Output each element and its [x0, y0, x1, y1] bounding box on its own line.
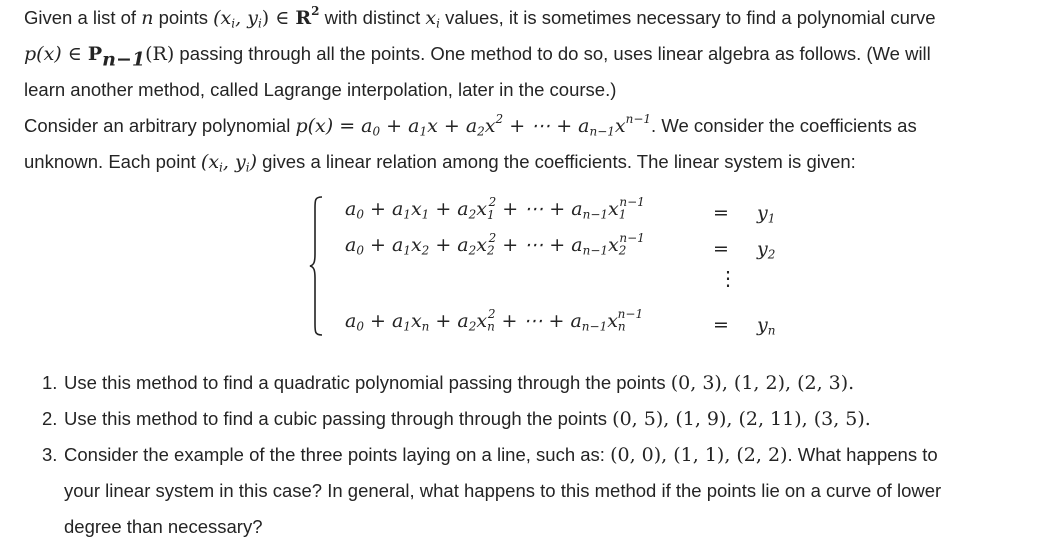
question-1 — [42, 365, 854, 401]
math-points: (0, 3), (1, 2), (2, 3). — [670, 372, 855, 394]
question-3-line3: degree than necessary? — [64, 516, 263, 537]
text: Use this method to find a cubic passing through through the points — [64, 408, 613, 429]
left-brace — [309, 196, 323, 336]
text: gives a linear relation among the coefficients. The linear system is given: — [256, 151, 856, 172]
equation-row-n: $a_0 + a_1x_n + a_2x_n^2$ + ⋯ + $a_{n-1}x_n^{n-1}$ — [345, 307, 644, 334]
math-points: (0, 0), (1, 1), (2, 2) — [610, 444, 788, 466]
equation-row-2: $a_0 + a_1x_2 + a_2x_2^2$ + ⋯ + $a_{n-1}x_2^{n-1}$ — [345, 231, 645, 258]
question-3-line2: your linear system in this case? In general, what happens to this method if the points lie on a curve of lower — [64, 480, 942, 501]
rhs-yn: $y_n$ — [757, 314, 776, 338]
paragraph2-line2 — [24, 144, 856, 180]
math-polynomial: $p(x) = a_0 + a_1x + a_2x^2$ + ⋯ + $a_{n-1}x^{n-1}$ — [295, 112, 652, 139]
math-point: ($x_i$, $y_i$) — [200, 151, 257, 175]
text: Consider the example of the three points laying on a line, such as: — [64, 444, 611, 465]
paragraph1-line1 — [24, 0, 936, 36]
text: unknown. Each point — [24, 151, 201, 172]
equals-sign: = — [713, 314, 729, 336]
equation-row-1: $a_0 + a_1x_1 + a_2x_1^2$ + ⋯ + $a_{n-1}x_1^{n-1}$ — [345, 195, 645, 222]
linear-system — [309, 192, 789, 344]
paragraph2-line1 — [24, 108, 917, 144]
question-3 — [42, 437, 938, 473]
text: points — [153, 7, 214, 28]
math-point: ($x_i$, $y_i$ — [213, 7, 262, 31]
list-number: 3. — [42, 444, 58, 465]
list-number: 2. — [42, 408, 58, 429]
text: Use this method to find a quadratic polynomial passing through the points — [64, 372, 671, 393]
text: . What happens to — [787, 444, 938, 465]
text: with distinct — [319, 7, 426, 28]
text: Given a list of — [24, 7, 142, 28]
vertical-dots: ⋮ — [718, 266, 738, 290]
math-R2: $R^2$ — [295, 4, 320, 29]
math-points: (0, 5), (1, 9), (2, 11), (3, 5). — [612, 408, 871, 430]
paragraph1-line3: learn another method, called Lagrange interpolation, later in the course.) — [24, 79, 617, 100]
text: Consider an arbitrary polynomial — [24, 115, 296, 136]
text: passing through all the points. One method to do so, uses linear algebra as follows. (We will — [174, 43, 931, 64]
math-R: (R) — [145, 43, 175, 65]
question-2 — [42, 401, 871, 437]
math-P: $P_{n-1}$ — [87, 43, 146, 71]
paragraph1-line2 — [24, 36, 931, 72]
rhs-y2: $y_2$ — [757, 238, 776, 262]
list-number: 1. — [42, 372, 58, 393]
text: values, it is sometimes necessary to find a polynomial curve — [439, 7, 936, 28]
equals-sign: = — [713, 238, 729, 260]
math-p-in: p(x) ∈ — [24, 43, 88, 65]
rhs-y1: $y_1$ — [757, 202, 776, 226]
text: . We consider the coefficients as — [651, 115, 917, 136]
equals-sign: = — [713, 202, 729, 224]
math-in: ) ∈ — [261, 7, 296, 29]
math-xi: $x_i$ — [425, 7, 440, 31]
math-n: n — [141, 7, 154, 29]
